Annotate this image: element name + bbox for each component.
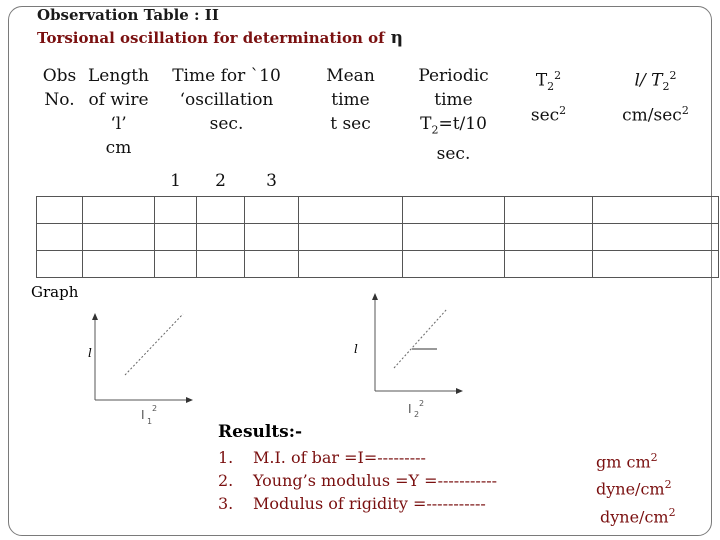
right-y-arrow-icon — [372, 293, 378, 300]
results-list — [218, 446, 497, 515]
right-xlabel-sub: 2 — [414, 410, 420, 419]
results-units — [596, 446, 676, 528]
table-title: Observation Table : II — [37, 6, 219, 24]
left-graph — [88, 313, 193, 426]
result-item: 1. M.I. of bar =I=--------- — [218, 448, 426, 467]
unit-rigidity: dyne/$cm^2$ — [600, 505, 676, 526]
left-xlabel: I — [141, 408, 145, 422]
time-trial-1: 1 — [170, 171, 181, 192]
result-item: 2. Young’s modulus =Y =----------- — [218, 471, 498, 490]
header-l-over-t2: l/ $T_2^2$ $cm/\sec^2$ — [622, 69, 689, 126]
results-heading: Results:- — [218, 422, 303, 442]
right-x-arrow-icon — [456, 388, 463, 394]
time-trial-2: 2 — [215, 171, 226, 192]
time-trial-3: 3 — [266, 171, 277, 192]
left-plot-line — [125, 314, 183, 375]
header-periodic: Periodic time $T_2=t/10$ sec. — [418, 66, 489, 165]
left-ylabel: l — [88, 346, 92, 360]
result-item: 3. Modulus of rigidity =----------- — [218, 494, 486, 513]
right-xlabel: I — [408, 402, 412, 416]
right-plot-line — [394, 309, 447, 368]
unit-young: dyne/$cm^2$ — [596, 478, 672, 499]
left-x-arrow-icon — [186, 397, 193, 403]
header-length: Length of wire ‘l’ cm — [88, 66, 149, 158]
header-obs: Obs No. — [42, 66, 77, 110]
header-t-squared: $T_2^2$ $\sec^2$ — [530, 69, 567, 126]
right-xlabel-sup: 2 — [419, 399, 425, 408]
header-time: Time for `10 ‘oscillation sec. — [172, 66, 281, 134]
left-xlabel-sub: 1 — [147, 417, 153, 426]
unit-mi: gm $cm^2$ — [596, 451, 658, 472]
left-xlabel-sup: 2 — [152, 404, 158, 413]
left-y-arrow-icon — [92, 313, 98, 320]
right-ylabel: l — [354, 342, 358, 356]
eta-symbol: η — [390, 28, 403, 48]
right-graph — [354, 293, 463, 419]
header-mean: Mean time t sec — [326, 66, 375, 134]
subtitle-text: Torsional oscillation for determination of — [37, 29, 385, 47]
graph-label: Graph — [31, 283, 79, 301]
